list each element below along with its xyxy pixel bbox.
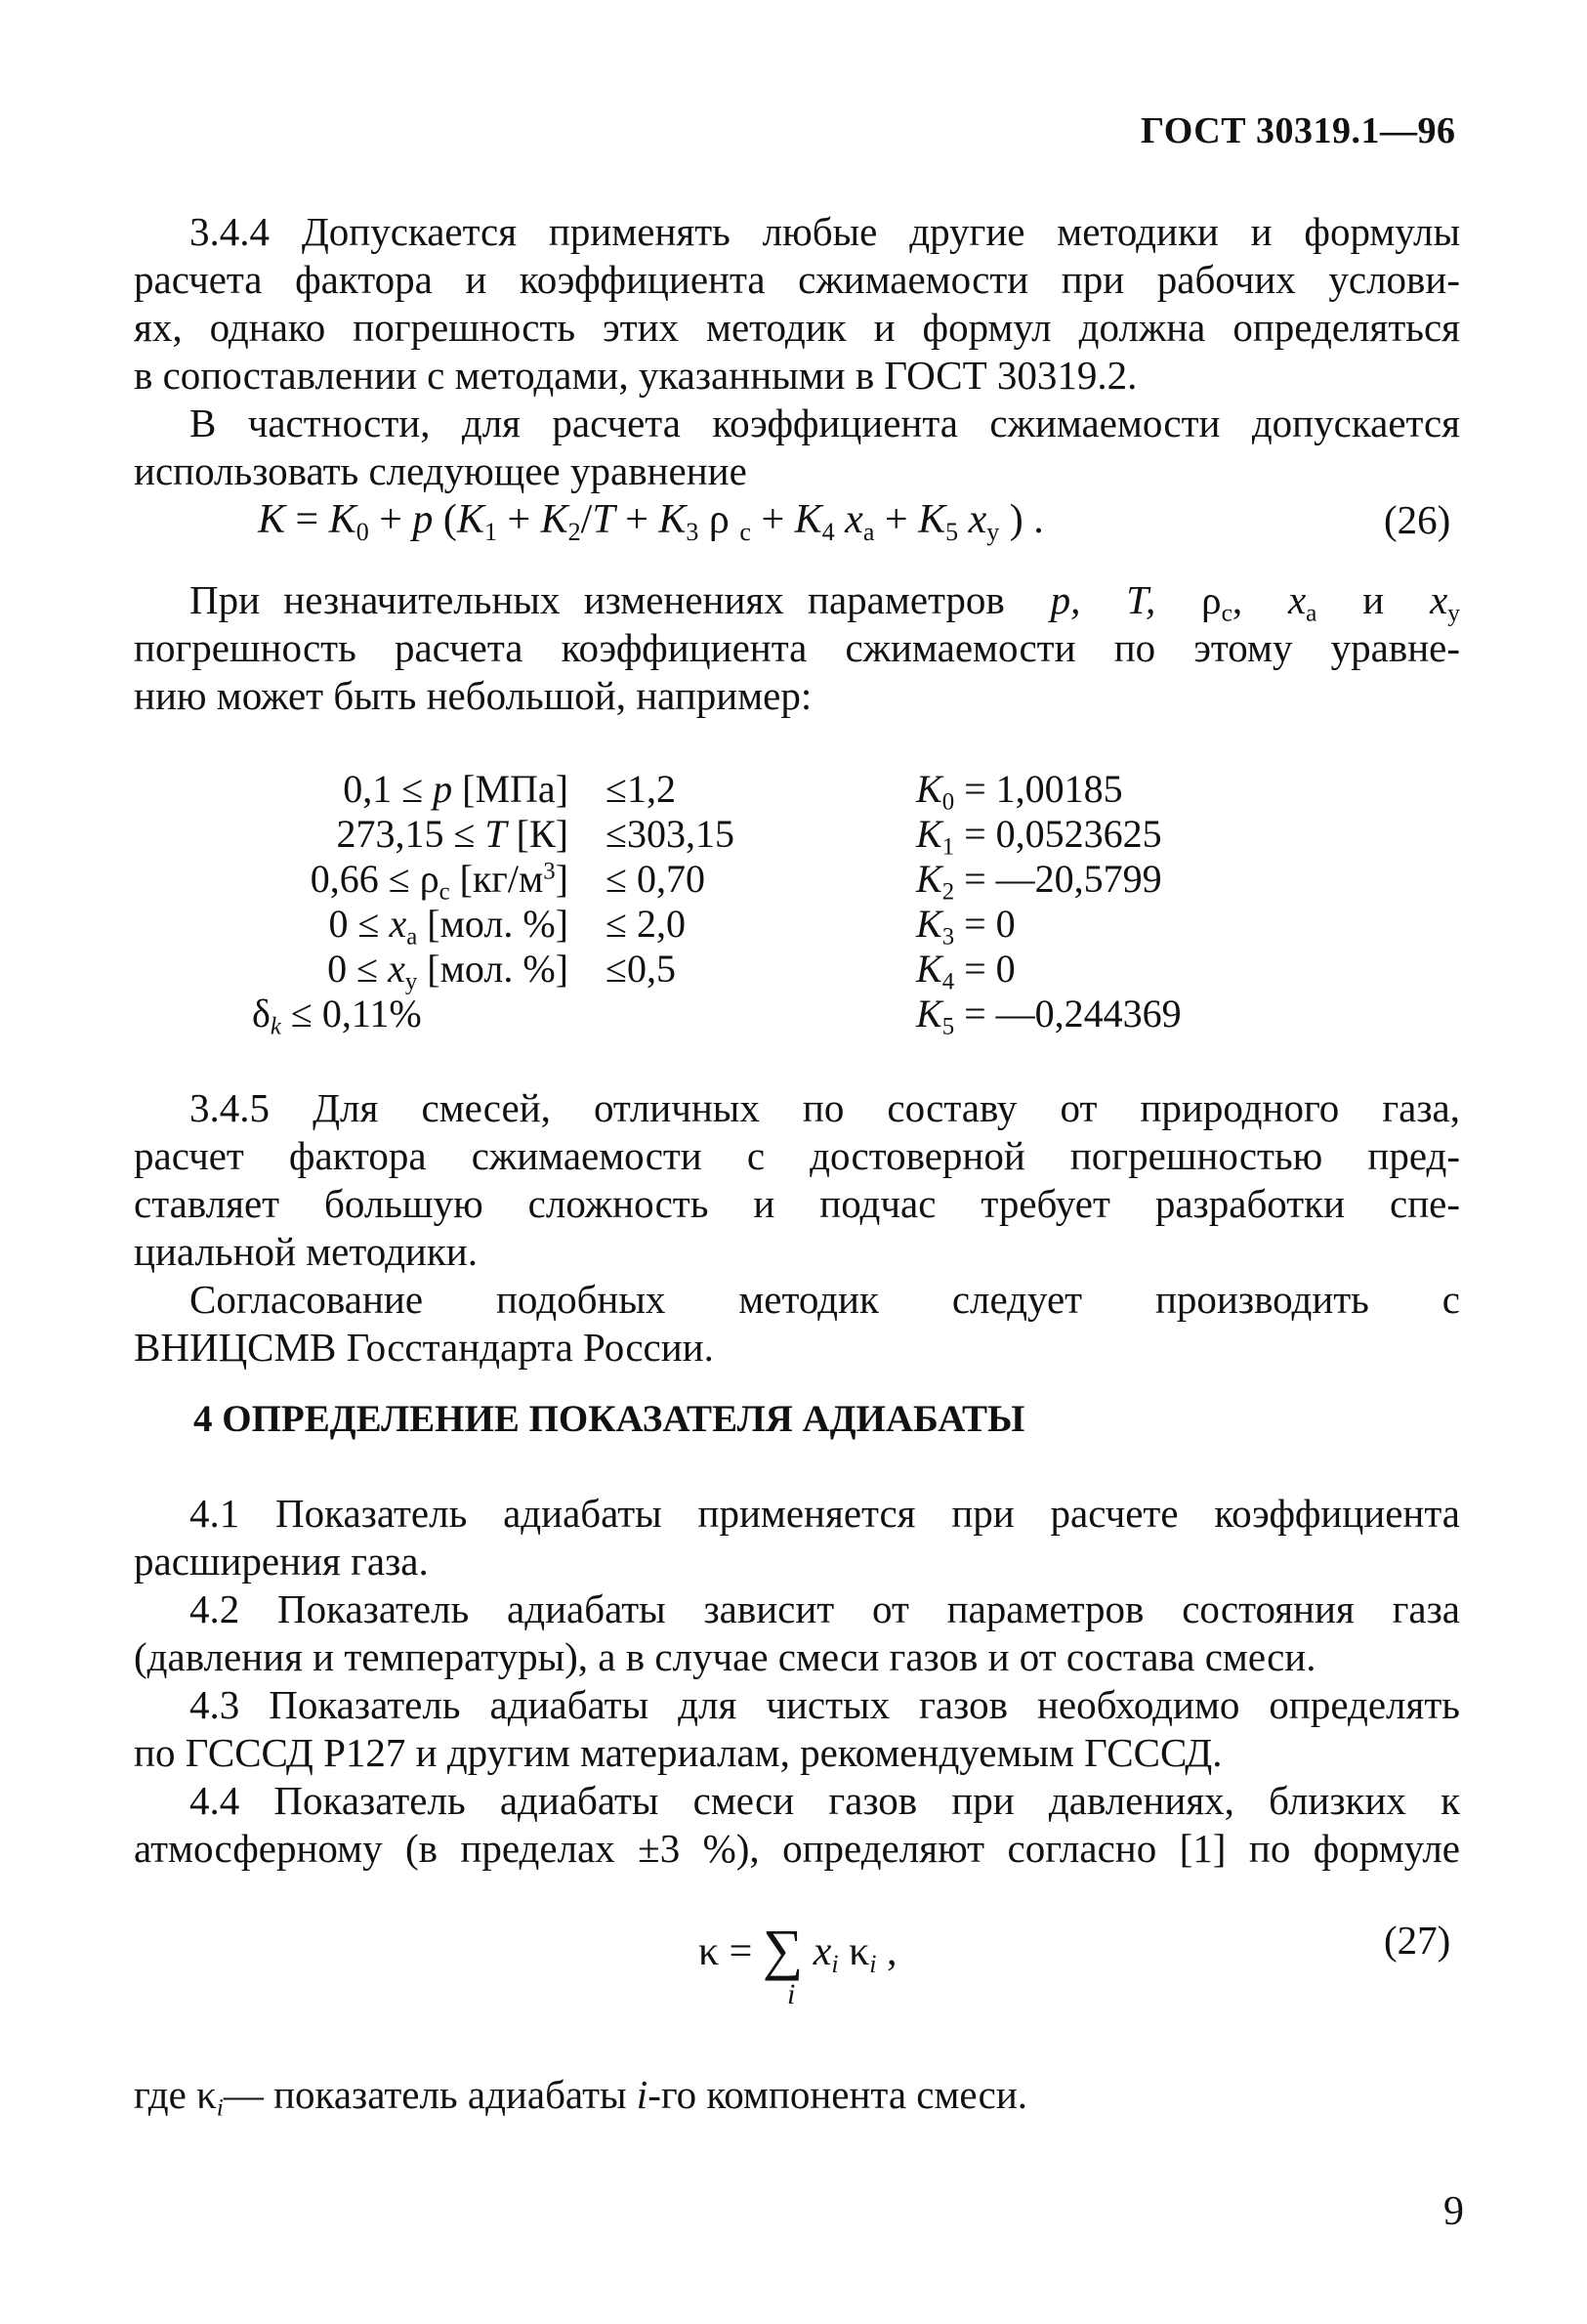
paragraph-3-4-5-line: расчет фактора сжимаемости с достоверной погрешностью пред- bbox=[134, 1133, 1460, 1178]
paragraph-3-4-4-line: 3.4.4 Допускается применять любые другие методики и формулы bbox=[189, 209, 1460, 254]
coefficient-row: $K_3 = 0$ bbox=[916, 902, 1016, 951]
paragraph-4-1-line: расширения газа. bbox=[134, 1539, 429, 1584]
equation-27-number: (27) bbox=[1384, 1918, 1451, 1963]
range-row: $\delta_k \le 0,11\%$ bbox=[252, 992, 422, 1040]
range-upper: ≤ 0,70 bbox=[606, 857, 705, 901]
equation-27: κ = ∑ $x_i$ $\kappa_i$ , bbox=[698, 1918, 898, 1981]
paragraph-parameters-line bbox=[189, 576, 1460, 627]
page-number: 9 bbox=[1443, 2189, 1464, 2234]
paragraph-4-4-line: 4.4 Показатель адиабаты смеси газов при давлениях, близких к bbox=[189, 1778, 1460, 1823]
paragraph-4-2-line: 4.2 Показатель адиабаты зависит от параметров состояния газа bbox=[189, 1586, 1460, 1631]
var-xa: $x_a$ bbox=[1287, 577, 1317, 627]
paragraph-3-4-4-line: расчета фактора и коэффициента сжимаемости при рабочих услови- bbox=[134, 257, 1460, 302]
paragraph-3-4-4-line: использовать следующее уравнение bbox=[134, 448, 747, 493]
paragraph-4-4-line: атмосферному (в пределах ±3 %), определяют согласно [1] по формуле bbox=[134, 1826, 1460, 1871]
var-xy: $x_y$ bbox=[1430, 577, 1460, 627]
coefficient-row: $K_1 = 0,0523625$ bbox=[916, 812, 1162, 861]
sum-index-label: i bbox=[787, 1978, 796, 2010]
paragraph-4-3-line: 4.3 Показатель адиабаты для чистых газов необходимо определять bbox=[189, 1682, 1460, 1727]
paragraph-3-4-5-line: ставляет большую сложность и подчас требует разработки спе- bbox=[134, 1181, 1460, 1226]
range-upper: ≤303,15 bbox=[606, 812, 734, 856]
section-4-heading: 4 ОПРЕДЕЛЕНИЕ ПОКАЗАТЕЛЯ АДИАБАТЫ bbox=[193, 1398, 1025, 1440]
paragraph-3-4-5-line: циальной методики. bbox=[134, 1229, 478, 1274]
range-row: 0,1 ≤ p [МПа] bbox=[343, 767, 568, 811]
range-upper: ≤ 2,0 bbox=[606, 902, 686, 946]
conjunction: и bbox=[1362, 577, 1385, 622]
paragraph-3-4-4-line: ях, однако погрешность этих методик и формул должна определяться bbox=[134, 305, 1460, 350]
var-p: p, bbox=[1050, 577, 1081, 622]
paragraph-parameters-line: нию может быть небольшой, например: bbox=[134, 673, 813, 718]
equation-26: $K = K_0 + p$ ($K_1 + K_2/T + K_3$ ρ $_c + K_4$ $x_a + K_5$ $x_y$ ) . bbox=[258, 497, 1044, 546]
equation-26-number: (26) bbox=[1384, 497, 1451, 542]
range-row: 273,15 ≤ T [К] bbox=[336, 812, 568, 856]
text-fragment: При незначительных изменениях параметров bbox=[189, 577, 1005, 622]
range-upper: ≤1,2 bbox=[606, 767, 676, 811]
var-t: T, bbox=[1126, 577, 1156, 622]
coefficient-row: $K_4 = 0$ bbox=[916, 947, 1016, 995]
paragraph-3-4-5-line: Согласование подобных методик следует производить с bbox=[189, 1277, 1460, 1322]
range-row: $0,66 \le \rho_c$ $[кг/м^3]$ bbox=[310, 857, 568, 906]
var-rho-c: $\rho_c$, bbox=[1201, 577, 1243, 627]
where-clause: где $\kappa_i—$ показатель адиабаты i-го компонента смеси. bbox=[134, 2072, 1028, 2122]
paragraph-3-4-4-line: в сопоставлении с методами, указанными в ГОСТ 30319.2. bbox=[134, 353, 1138, 398]
range-row: $0 \le x_a$ [мол. %] bbox=[328, 902, 568, 951]
paragraph-3-4-5-line: ВНИЦСМВ Госстандарта России. bbox=[134, 1325, 714, 1370]
coefficient-row: $K_2$ = —20,5799 bbox=[916, 857, 1162, 906]
coefficient-row: $K_5$ = —0,244369 bbox=[916, 992, 1182, 1040]
paragraph-4-3-line: по ГСССД Р127 и другим материалам, рекомендуемым ГСССД. bbox=[134, 1730, 1223, 1775]
range-row: $0 \le x_y$ [мол. %] bbox=[327, 947, 568, 995]
coefficient-row: $K_0 = 1,00185$ bbox=[916, 767, 1123, 816]
paragraph-3-4-5-line: 3.4.5 Для смесей, отличных по составу от природного газа, bbox=[189, 1085, 1460, 1130]
paragraph-4-1-line: 4.1 Показатель адиабаты применяется при расчете коэффициента bbox=[189, 1491, 1460, 1536]
paragraph-3-4-4-line: В частности, для расчета коэффициента сжимаемости допускается bbox=[189, 401, 1460, 445]
range-upper: ≤0,5 bbox=[606, 947, 676, 991]
paragraph-parameters-line: погрешность расчета коэффициента сжимаемости по этому уравне- bbox=[134, 625, 1460, 670]
paragraph-4-2-line: (давления и температуры), а в случае смеси газов и от состава смеси. bbox=[134, 1634, 1316, 1679]
document-code-header: ГОСТ 30319.1—96 bbox=[1141, 110, 1456, 151]
